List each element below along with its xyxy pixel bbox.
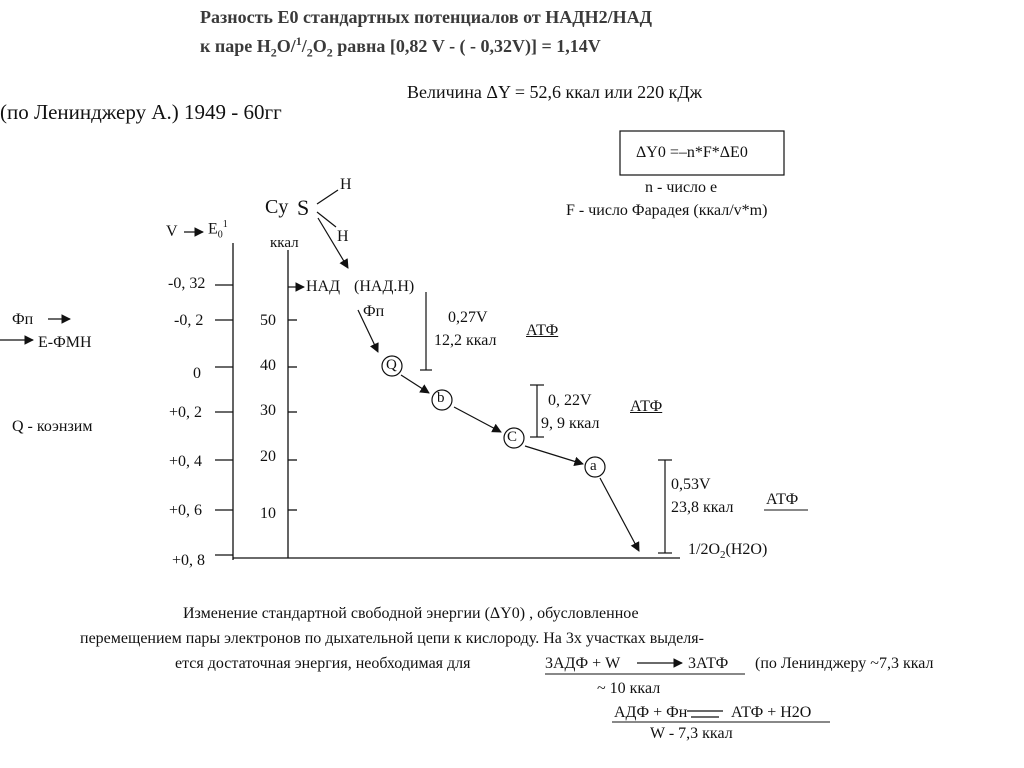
equation-left: АДФ + Фн — [614, 704, 688, 721]
left-efmn: Е-ФМН — [38, 334, 92, 351]
step3-kcal: 23,8 ккал — [671, 499, 734, 516]
caption-line-3-note: (по Ленинджеру ~7,3 ккал — [755, 655, 934, 672]
v-tick-3: 0 — [193, 365, 201, 382]
v-tick-7: +0, 8 — [172, 552, 206, 569]
hydrogen-1: H — [340, 176, 352, 193]
v-axis-label: V — [166, 223, 178, 240]
v-tick-4: +0, 2 — [169, 404, 203, 421]
v-tick-2: -0, 2 — [174, 312, 204, 329]
legend-n: n - число е — [645, 179, 718, 196]
reaction-left: 3АДФ + W — [545, 655, 621, 672]
kcal-axis-label: ккал — [270, 235, 299, 251]
chain-b: b — [437, 390, 445, 406]
formula-text: ΔY0 =–n*F*ΔE0 — [636, 144, 748, 161]
v-tick-1: -0, 32 — [168, 275, 206, 292]
chain-nad: НАД — [306, 278, 341, 295]
chain-a: a — [590, 458, 597, 474]
step2-kcal: 9, 9 ккал — [541, 415, 600, 432]
kcal-tick-20: 20 — [260, 448, 276, 465]
step1-kcal: 12,2 ккал — [434, 332, 497, 349]
chain-q: Q — [386, 357, 397, 373]
citation-text: (по Ленинджеру А.) 1949 - 60гг — [0, 100, 282, 124]
caption-line-1: Изменение стандартной свободной энергии (ΔY0) , обусловленное — [183, 605, 639, 622]
step2-voltage: 0, 22V — [548, 392, 592, 409]
v-tick-6: +0, 6 — [169, 502, 203, 519]
reaction-right: 3АТФ — [688, 655, 729, 672]
kcal-tick-10: 10 — [260, 505, 276, 522]
e-axis-label: $E_0^1$ — [208, 219, 228, 241]
equation-bottom: W - 7,3 ккал — [650, 725, 733, 742]
step3-voltage: 0,53V — [671, 476, 711, 493]
chain-c: C — [507, 429, 518, 445]
chain-nadh: (НАД.Н) — [354, 278, 415, 295]
step3-atp: АТФ — [766, 491, 799, 508]
kcal-tick-30: 30 — [260, 402, 276, 419]
left-q-coenzyme: Q - коэнзим — [12, 418, 93, 435]
caption-line-3: ется достаточная энергия, необходимая для — [175, 655, 471, 672]
v-tick-5: +0, 4 — [169, 453, 203, 470]
legend-f: F - число Фарадея (ккал/v*m) — [566, 202, 768, 219]
step1-voltage: 0,27V — [448, 309, 488, 326]
caption-line-4: ~ 10 ккал — [597, 680, 661, 697]
equation-right: АТФ + Н2О — [731, 704, 812, 721]
caption-line-2: перемещением пары электронов по дыхательной цепи к кислороду. На 3х участках выделя- — [80, 630, 704, 647]
title-line-2: к паре $Н_2О/^1/_2О_2$ равна [0,82 V - ( - 0,32V)] = 1,14V — [200, 34, 601, 60]
magnitude-text: Величина ΔY = 52,6 ккал или 220 кДж — [407, 82, 703, 102]
chain-fp: Фп — [363, 303, 385, 320]
chain-end-o2: $1/2O_2(H2O)$ — [688, 541, 768, 562]
step2-atp: АТФ — [630, 398, 663, 415]
hydrogen-2: H — [337, 228, 349, 245]
left-fp: Фп — [12, 311, 34, 328]
step1-atp: АТФ — [526, 322, 559, 339]
cys-label: Cy — [265, 196, 289, 218]
sulfur-label: S — [297, 195, 310, 220]
kcal-tick-50: 50 — [260, 312, 276, 329]
title-line-1: Разность Е0 стандартных потенциалов от НАДН2/НАД — [200, 7, 653, 27]
kcal-tick-40: 40 — [260, 357, 276, 374]
